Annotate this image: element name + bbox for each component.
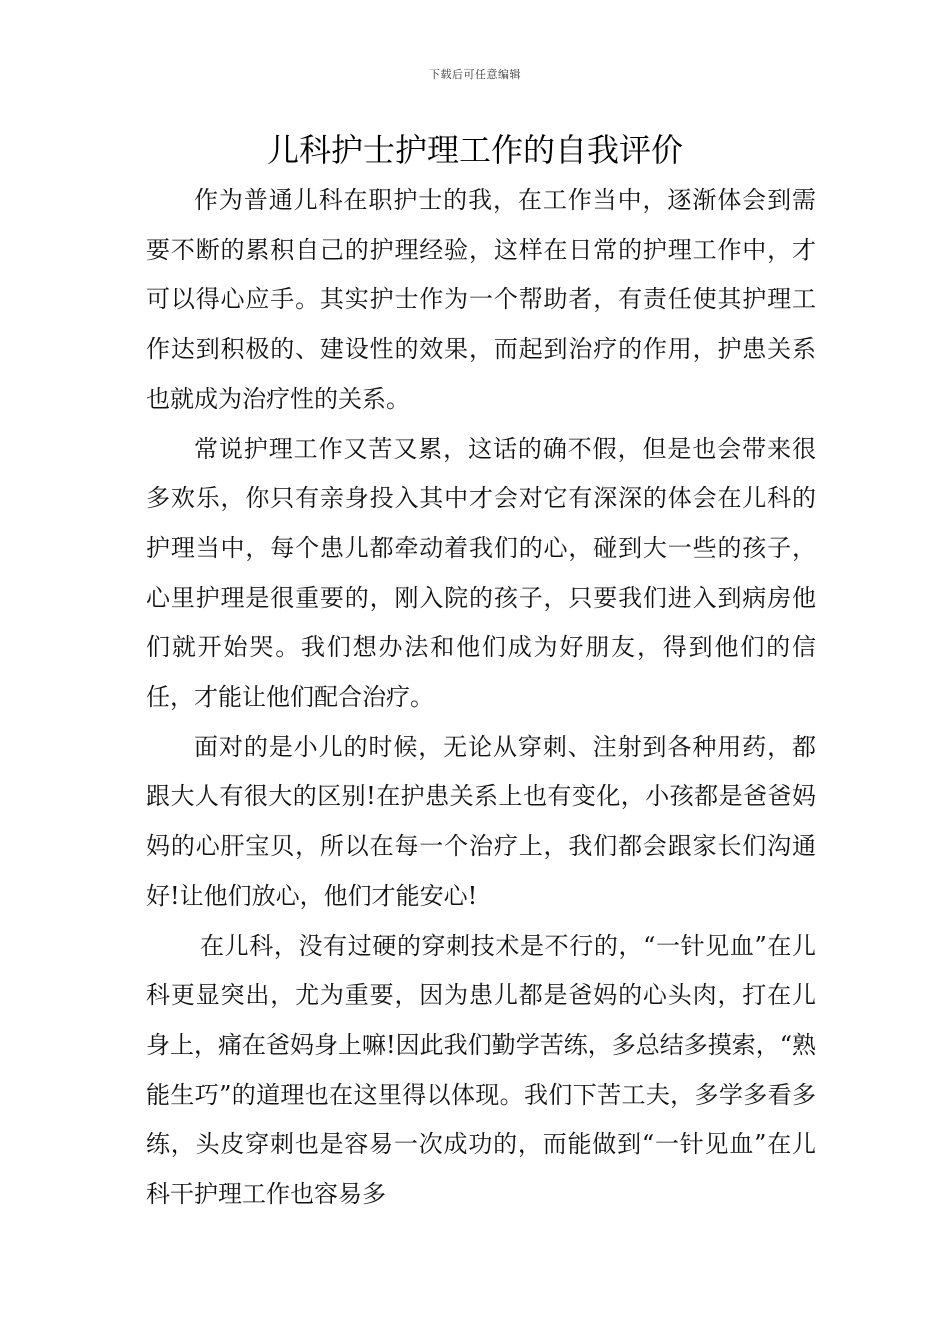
document-body [146,176,816,1220]
paragraph-3: 面对的是小儿的时候，无论从穿刺、注射到各种用药，都跟大人有很大的区别!在护患关系上也有变化，小孩都是爸爸妈妈的心肝宝贝，所以在每一个治疗上，我们都会跟家长们沟通好!让他们放心，他们才能安心! [146,732,816,910]
paragraph-2: 常说护理工作又苦又累，这话的确不假，但是也会带来很多欢乐，你只有亲身投入其中才会对它有深深的体会在儿科的护理当中，每个患儿都牵动着我们的心，碰到大一些的孩子，心里护理是很重要的，刚入院的孩子，只要我们进入到病房他们就开始哭。我们想办法和他们成为好朋友，得到他们的信任，才能让他们配合治疗。 [146,434,816,712]
document-title: 儿科护士护理工作的自我评价 [266,131,683,169]
paragraph-1: 作为普通儿科在职护士的我，在工作当中，逐渐体会到需要不断的累积自己的护理经验，这样在日常的护理工作中，才可以得心应手。其实护士作为一个帮助者，有责任使其护理工作达到积极的、建设性的效果，而起到治疗的作用，护患关系也就成为治疗性的关系。 [146,186,816,413]
header-note: 下载后可任意编辑 [429,68,521,81]
paragraph-4: 在儿科，没有过硬的穿刺技术是不行的，“一针见血”在儿科更显突出，尤为重要，因为患儿都是爸妈的心头肉，打在儿身上，痛在爸妈身上嘛!因此我们勤学苦练，多总结多摸索，“熟能生巧”的道理也在这里得以体现。我们下苦工夫，多学多看多练，头皮穿刺也是容易一次成功的，而能做到“一针见血”在儿科干护理工作也容易多 [146,931,816,1209]
